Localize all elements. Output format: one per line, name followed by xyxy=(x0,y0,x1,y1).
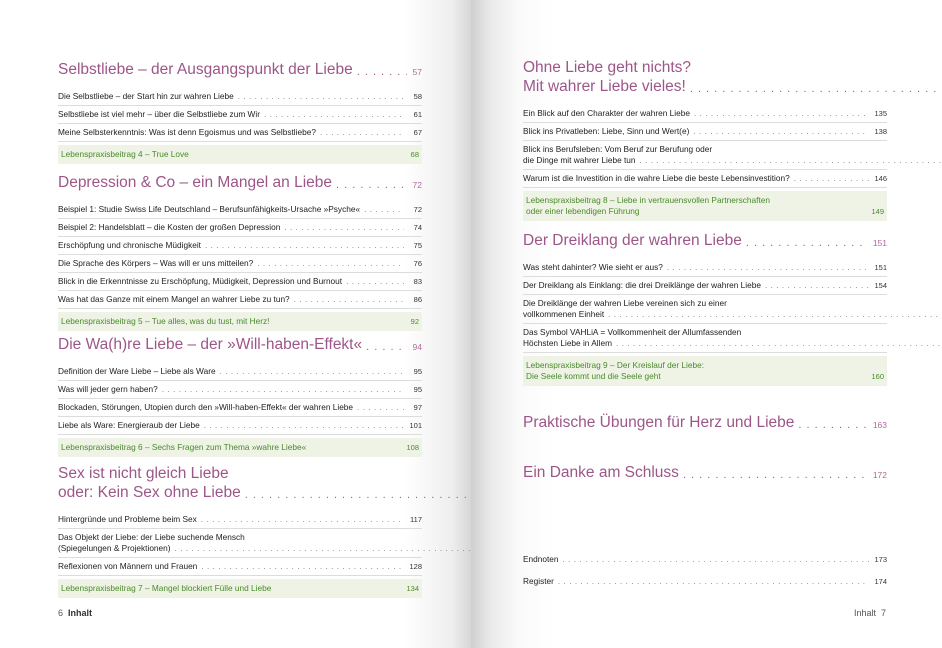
section-title: Depression & Co – ein Mangel an Liebe xyxy=(58,174,333,191)
toc-entry[interactable]: Blick ins Privatleben: Liebe, Sinn und Wert(e) . . . 138 xyxy=(523,123,887,141)
page-number: 7 xyxy=(880,608,886,618)
toc-section-depression xyxy=(58,173,422,331)
toc-entry[interactable]: Warum ist die Investition in die wahre Liebe die beste Lebensinvestition? . . . 146 xyxy=(523,170,887,188)
practice-entry[interactable]: Lebenspraxisbeitrag 8 – Liebe in vertrauensvollen Partnerschaften oder einer lebendigen Führung 149 xyxy=(523,191,887,221)
section-heading[interactable] xyxy=(58,60,422,79)
section-title: Ein Danke am Schluss xyxy=(523,464,679,481)
toc-entry[interactable]: Beispiel 1: Studie Swiss Life Deutschland – Berufsunfähigkeits-Ursache »Psyche« . . . 72 xyxy=(58,201,422,219)
toc-entry[interactable]: Die Selbstliebe – der Start hin zur wahren Liebe . . . 58 xyxy=(58,88,422,106)
dot-leader xyxy=(746,236,867,250)
toc-entry[interactable]: Das Objekt der Liebe: der Liebe suchende Mensch (Spiegelungen & Projektionen) . . . xyxy=(58,529,422,558)
toc-appendix xyxy=(523,551,887,590)
toc-entry[interactable]: Hintergründe und Probleme beim Sex . . . 117 xyxy=(58,511,422,529)
section-title: Praktische Übungen für Herz und Liebe xyxy=(523,414,795,431)
practice-entry[interactable]: Lebenspraxisbeitrag 4 – True Love 68 xyxy=(58,145,422,164)
section-title-line2: oder: Kein Sex ohne Liebe xyxy=(58,484,241,501)
page-footer xyxy=(58,608,92,618)
toc-entry[interactable]: Die Dreiklänge der wahren Liebe vereinen sich zu einer vollkommenen Einheit . . . xyxy=(523,295,887,324)
section-title: Selbstliebe – der Ausgangspunkt der Liebe xyxy=(58,61,353,78)
dot-leader xyxy=(683,468,867,482)
toc-entry[interactable]: Ein Blick auf den Charakter der wahren Liebe . . . 135 xyxy=(523,105,887,123)
footer-label: Inhalt xyxy=(68,608,93,618)
toc-entry[interactable]: Selbstliebe ist viel mehr – über die Selbstliebe zum Wir . . . 61 xyxy=(58,106,422,124)
toc-section-uebungen xyxy=(523,413,887,441)
toc-section-ware-liebe xyxy=(58,335,422,457)
toc-section-sex xyxy=(58,464,422,598)
dot-leader xyxy=(690,82,942,96)
toc-entry[interactable]: Das Symbol VAHLiA = Vollkommenheit der Allumfassenden Höchsten Liebe in Allem . . . xyxy=(523,324,887,353)
section-title: Der Dreiklang der wahren Liebe xyxy=(523,232,742,249)
footer-label: Inhalt xyxy=(853,608,876,618)
toc-entry[interactable]: Blick ins Berufsleben: Vom Beruf zur Berufung oder die Dinge mit wahrer Liebe tun . . . xyxy=(523,141,887,170)
section-heading[interactable] xyxy=(523,231,887,250)
section-title-line1: Sex ist nicht gleich Liebe xyxy=(58,465,229,482)
toc-section-danke xyxy=(523,463,887,491)
toc-entry[interactable]: Reflexionen von Männern und Frauen . . . 128 xyxy=(58,558,422,576)
toc-entry-register[interactable]: Register . . . 174 xyxy=(523,573,887,590)
toc-entry[interactable]: Erschöpfung und chronische Müdigkeit . . . 75 xyxy=(58,237,422,255)
section-heading[interactable] xyxy=(523,413,887,432)
section-page-number: 151 xyxy=(872,238,887,248)
toc-section-selbstliebe xyxy=(58,60,422,164)
toc-entry[interactable]: Was hat das Ganze mit einem Mangel an wahrer Liebe zu tun? . . . 86 xyxy=(58,291,422,309)
toc-section-dreiklang xyxy=(523,231,887,386)
toc-entry[interactable]: Blockaden, Störungen, Utopien durch den »Will-haben-Effekt« der wahren Liebe . . . 97 xyxy=(58,399,422,417)
section-heading[interactable] xyxy=(58,173,422,192)
practice-entry[interactable]: Lebenspraxisbeitrag 6 – Sechs Fragen zum Thema »wahre Liebe« 108 xyxy=(58,438,422,457)
section-title-line1: Ohne Liebe geht nichts? xyxy=(523,59,692,76)
section-page-number: 163 xyxy=(872,420,887,430)
section-page-number: 57 xyxy=(412,67,422,77)
section-page-number: 172 xyxy=(872,470,887,480)
section-page-number: 72 xyxy=(412,180,422,190)
toc-entry[interactable]: Liebe als Ware: Energieraub der Liebe . . . 101 xyxy=(58,417,422,435)
practice-entry[interactable]: Lebenspraxisbeitrag 9 – Der Kreislauf der Liebe: Die Seele kommt und die Seele geht 160 xyxy=(523,356,887,386)
page-number: 6 xyxy=(58,608,64,618)
page-footer xyxy=(854,608,886,618)
section-page-number: 94 xyxy=(412,342,422,352)
section-heading[interactable] xyxy=(58,464,422,502)
toc-entry[interactable]: Blick in die Erkenntnisse zu Erschöpfung, Müdigkeit, Depression und Burnout . . . 83 xyxy=(58,273,422,291)
toc-entry[interactable]: Meine Selbsterkenntnis: Was ist denn Egoismus und was Selbstliebe? . . . 67 xyxy=(58,124,422,142)
dot-leader xyxy=(357,65,407,79)
dot-leader xyxy=(366,340,406,354)
section-heading[interactable] xyxy=(523,58,887,96)
toc-entry[interactable]: Beispiel 2: Handelsblatt – die Kosten der großen Depression . . . 74 xyxy=(58,219,422,237)
toc-entry[interactable]: Was will jeder gern haben? . . . 95 xyxy=(58,381,422,399)
section-title: Die Wa(h)re Liebe – der »Will-haben-Effekt« xyxy=(58,336,363,353)
section-heading[interactable] xyxy=(523,463,887,482)
right-page xyxy=(471,0,942,648)
toc-section-ohne-liebe xyxy=(523,58,887,221)
toc-entry[interactable]: Definition der Ware Liebe – Liebe als Ware . . . 95 xyxy=(58,363,422,381)
section-heading[interactable] xyxy=(58,335,422,354)
toc-entry-endnoten[interactable]: Endnoten . . . 173 xyxy=(523,551,887,568)
toc-entry[interactable]: Was steht dahinter? Wie sieht er aus? . . . 151 xyxy=(523,259,887,277)
section-title-line2: Mit wahrer Liebe vieles! xyxy=(523,78,686,95)
practice-entry[interactable]: Lebenspraxisbeitrag 5 – Tue alles, was du tust, mit Herz! 92 xyxy=(58,312,422,331)
dot-leader xyxy=(798,418,866,432)
toc-entry[interactable]: Der Dreiklang als Einklang: die drei Dreiklänge der wahren Liebe . . . 154 xyxy=(523,277,887,295)
practice-entry[interactable]: Lebenspraxisbeitrag 7 – Mangel blockiert Fülle und Liebe 134 xyxy=(58,579,422,598)
dot-leader xyxy=(336,178,407,192)
toc-entry[interactable]: Die Sprache des Körpers – Was will er uns mitteilen? . . . 76 xyxy=(58,255,422,273)
